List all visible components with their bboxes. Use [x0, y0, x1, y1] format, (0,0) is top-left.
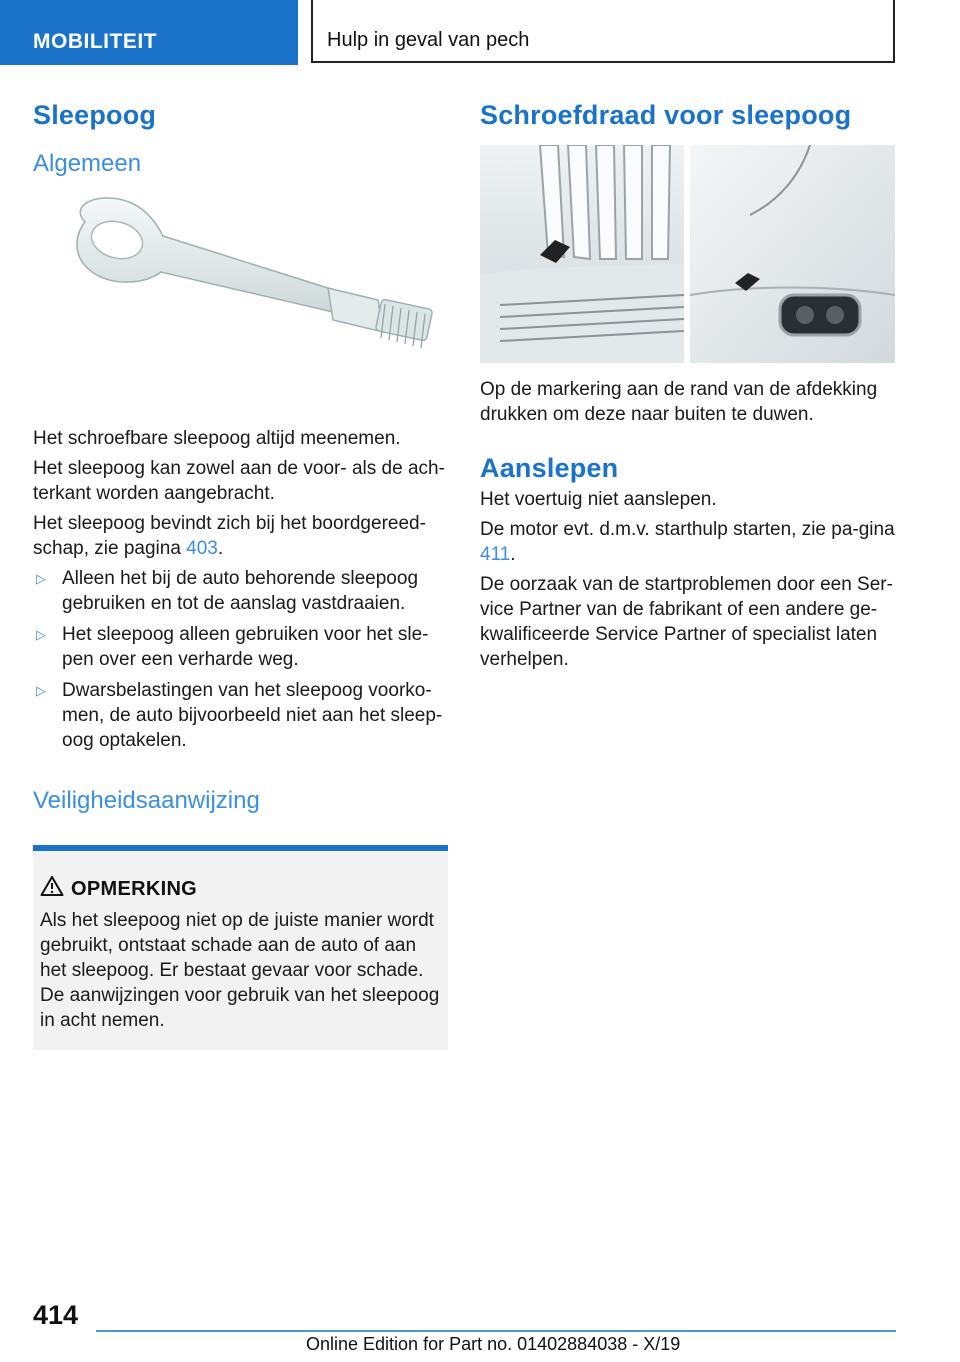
right-column [480, 100, 896, 672]
section-tab [0, 0, 298, 65]
tow-eye-illustration [33, 192, 448, 420]
warning-title: OPMERKING [71, 878, 198, 900]
bullet-triangle-icon: ▷ [36, 571, 46, 586]
thread-figure [480, 145, 895, 363]
section-title: MOBILITEIT [33, 30, 157, 53]
bumper-illustration [480, 145, 895, 363]
warning-box [33, 845, 448, 1050]
footer-edition: Online Edition for Part no. 01402884038 - X/19 [306, 1334, 681, 1354]
bullet-text: Alleen het bij de auto behorende sleepoog gebruiken en tot de aanslag vastdraaien. [62, 568, 419, 614]
page-ref-403[interactable]: 403 [186, 538, 218, 559]
chapter-title: Hulp in geval van pech [327, 29, 530, 51]
heading-algemeen: Algemeen [33, 150, 142, 177]
jump-start-text: De motor evt. d.m.v. starthulp starten, zie pa-gina [480, 519, 895, 540]
warning-body: Als het sleepoog niet op de juiste manier wordt gebruikt, ontstaat schade aan de auto of aan het sleepoog. Er bestaat gevaar voor schade. De aanwijzingen voor gebruik van het sleepoog in acht nemen. [40, 910, 440, 1031]
heading-aanslepen: Aanslepen [480, 453, 619, 483]
heading-schroefdraad: Schroefdraad voor sleepoog [480, 100, 852, 130]
paragraph-jump-start [480, 517, 896, 567]
bullet-triangle-icon: ▷ [36, 683, 46, 698]
page-number: 414 [33, 1300, 79, 1330]
location-text: Het sleepoog bevindt zich bij het boordgereed-schap, zie pagina [33, 513, 426, 559]
page-ref-411[interactable]: 411 [480, 544, 511, 565]
paragraph-always-take: Het schroefbare sleepoog altijd meenemen. [33, 428, 401, 449]
paragraph-marking: Op de markering aan de rand van de afdekking drukken om deze naar buiten te duwen. [480, 379, 878, 425]
bullet-triangle-icon: ▷ [36, 627, 46, 642]
footer-divider [96, 1330, 896, 1332]
bullet-text: Het sleepoog alleen gebruiken voor het sle-pen over een verharde weg. [62, 624, 429, 670]
heading-sleepoog: Sleepoog [33, 100, 157, 130]
paragraph-no-tow: Het voertuig niet aanslepen. [480, 489, 717, 510]
location-end: . [217, 538, 224, 559]
paragraph-front-rear: Het sleepoog kan zowel aan de voor- als de ach-terkant worden aangebracht. [33, 458, 445, 504]
chapter-header [311, 0, 895, 63]
warning-triangle-icon [40, 875, 64, 897]
bullet-text: Dwarsbelastingen van het sleepoog voorko-men, de auto bijvoorbeeld niet aan het sleep-oog optakelen. [62, 680, 443, 751]
left-column [33, 100, 448, 815]
heading-veiligheid: Veiligheidsaanwijzing [33, 787, 260, 814]
list-item [33, 622, 448, 672]
list-item [33, 678, 448, 753]
paragraph-service: De oorzaak van de startproblemen door een Ser-vice Partner van de fabrikant of een andere ge-kwalificeerde Service Partner of specialist laten verhelpen. [480, 574, 893, 670]
tow-eye-figure [33, 192, 448, 420]
jump-start-end: . [510, 544, 516, 565]
instruction-list [33, 566, 448, 753]
paragraph-location [33, 511, 448, 561]
list-item [33, 566, 448, 616]
